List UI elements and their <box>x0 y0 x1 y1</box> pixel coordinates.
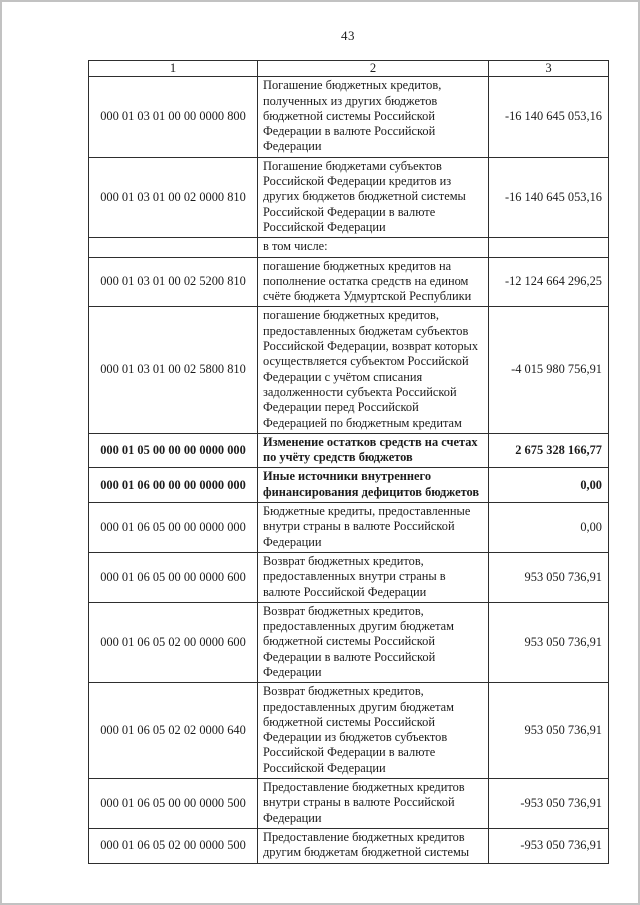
column-header-value: 3 <box>489 61 609 77</box>
name-cell: Предоставление бюджетных кредитов другим бюджетам бюджетной системы <box>258 828 489 863</box>
column-header-name: 2 <box>258 61 489 77</box>
code-cell: 000 01 06 05 02 00 0000 600 <box>89 602 258 682</box>
code-cell <box>89 238 258 257</box>
table-row <box>89 828 609 863</box>
name-cell: Изменение остатков средств на счетах по учёту средств бюджетов <box>258 433 489 468</box>
table-row <box>89 552 609 602</box>
name-cell: Возврат бюджетных кредитов, предоставленных внутри страны в валюте Российской Федерации <box>258 552 489 602</box>
table-body <box>89 77 609 863</box>
value-cell: -953 050 736,91 <box>489 779 609 829</box>
table-row <box>89 602 609 682</box>
value-cell: 953 050 736,91 <box>489 683 609 779</box>
code-cell: 000 01 06 05 00 00 0000 600 <box>89 552 258 602</box>
name-cell: Возврат бюджетных кредитов, предоставленных другим бюджетам бюджетной системы Российской Федерации в валюте Российской Федерации <box>258 602 489 682</box>
value-cell: -4 015 980 756,91 <box>489 307 609 433</box>
value-cell: 0,00 <box>489 468 609 503</box>
table-row <box>89 468 609 503</box>
value-cell <box>489 238 609 257</box>
name-cell: погашение бюджетных кредитов, предоставленных бюджетам субъектов Российской Федерации, возврат которых осуществляется субъектом Российской Федерации с учётом списания задолженности субъекта Российской Федерации перед Российской Федерацией по бюджетным кредитам <box>258 307 489 433</box>
value-cell: -16 140 645 053,16 <box>489 77 609 157</box>
value-cell: 2 675 328 166,77 <box>489 433 609 468</box>
value-cell: 953 050 736,91 <box>489 602 609 682</box>
code-cell: 000 01 06 05 00 00 0000 500 <box>89 779 258 829</box>
value-cell: 953 050 736,91 <box>489 552 609 602</box>
code-cell: 000 01 06 05 02 00 0000 500 <box>89 828 258 863</box>
table-row <box>89 257 609 307</box>
code-cell: 000 01 06 00 00 00 0000 000 <box>89 468 258 503</box>
name-cell: Погашение бюджетами субъектов Российской Федерации кредитов из других бюджетов бюджетной системы Российской Федерации в валюте Российской Федерации <box>258 157 489 237</box>
code-cell: 000 01 03 01 00 02 5200 810 <box>89 257 258 307</box>
name-cell: Бюджетные кредиты, предоставленные внутри страны в валюте Российской Федерации <box>258 503 489 553</box>
name-cell: Предоставление бюджетных кредитов внутри страны в валюте Российской Федерации <box>258 779 489 829</box>
code-cell: 000 01 06 05 02 02 0000 640 <box>89 683 258 779</box>
table-row <box>89 683 609 779</box>
table-header-row <box>89 61 609 77</box>
table-row <box>89 307 609 433</box>
code-cell: 000 01 03 01 00 02 5800 810 <box>89 307 258 433</box>
column-header-code: 1 <box>89 61 258 77</box>
table-row <box>89 503 609 553</box>
value-cell: 0,00 <box>489 503 609 553</box>
table-row <box>89 238 609 257</box>
name-cell: Возврат бюджетных кредитов, предоставленных другим бюджетам бюджетной системы Российской Федерации из бюджетов субъектов Российской Федерации в валюте Российской Федерации <box>258 683 489 779</box>
name-cell: в том числе: <box>258 238 489 257</box>
page-number: 43 <box>341 28 355 43</box>
value-cell: -16 140 645 053,16 <box>489 157 609 237</box>
name-cell: погашение бюджетных кредитов на пополнение остатка средств на едином счёте бюджета Удмуртской Республики <box>258 257 489 307</box>
value-cell: -953 050 736,91 <box>489 828 609 863</box>
table-row <box>89 433 609 468</box>
code-cell: 000 01 03 01 00 02 0000 810 <box>89 157 258 237</box>
name-cell: Иные источники внутреннего финансирования дефицитов бюджетов <box>258 468 489 503</box>
table-row <box>89 779 609 829</box>
code-cell: 000 01 06 05 00 00 0000 000 <box>89 503 258 553</box>
budget-sources-table <box>88 60 609 864</box>
table-row <box>89 77 609 157</box>
table-row <box>89 157 609 237</box>
name-cell: Погашение бюджетных кредитов, полученных из других бюджетов бюджетной системы Российской Федерации в валюте Российской Федерации <box>258 77 489 157</box>
code-cell: 000 01 03 01 00 00 0000 800 <box>89 77 258 157</box>
code-cell: 000 01 05 00 00 00 0000 000 <box>89 433 258 468</box>
value-cell: -12 124 664 296,25 <box>489 257 609 307</box>
